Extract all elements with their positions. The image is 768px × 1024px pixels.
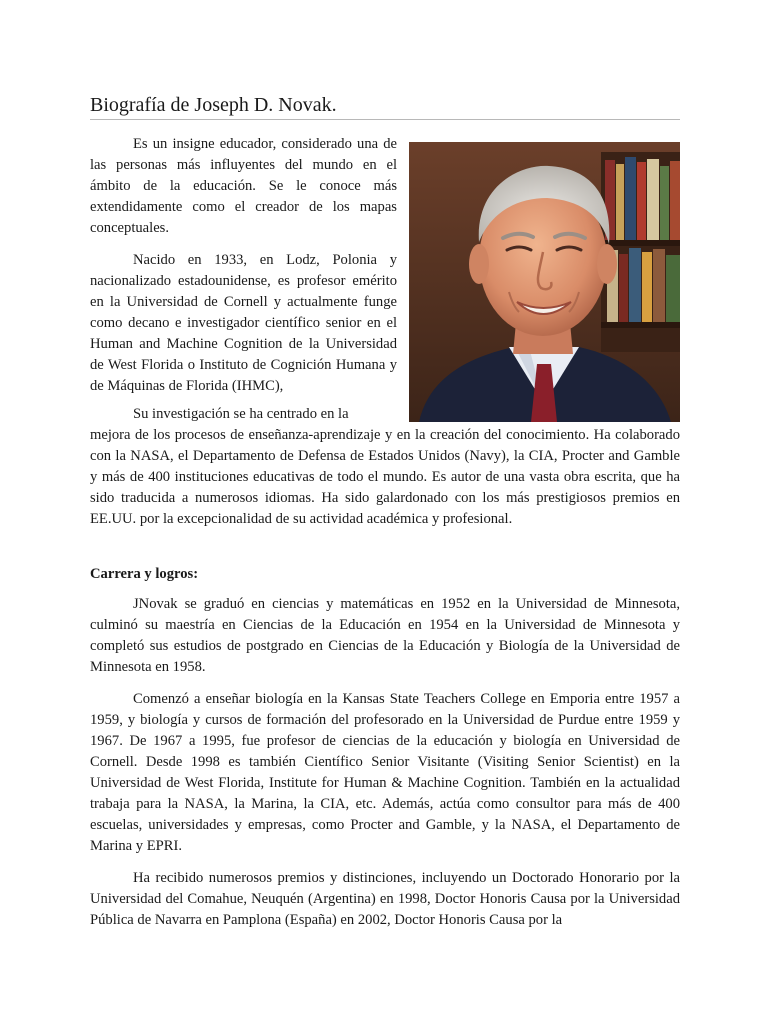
page-title: Biografía de Joseph D. Novak. (90, 94, 337, 116)
career-section (90, 564, 680, 942)
research-paragraph (90, 404, 680, 530)
intro-paragraph-2: Nacido en 1933, en Lodz, Polonia y nacionalizado estadounidense, es profesor emérito en la Universidad de Cornell y actualmente funge como decano e investigador científico senior en el Human and Machine Cognition de la Universidad de West Florida o Instituto de Cognición Humana y de Máquinas de Florida (IHMC), (90, 252, 397, 394)
section-heading: Carrera y logros: (90, 566, 199, 582)
intro-paragraph-1: Es un insigne educador, considerado una de las personas más influyentes del mundo en el ámbito de la educación. Se le conoce más extendidamente como el creador de los mapas conceptuales. (90, 136, 397, 236)
career-paragraph-3: Ha recibido numerosos premios y distinciones, incluyendo un Doctorado Honorario por la Universidad del Comahue, Neuquén (Argentina) en 1998, Doctor Honoris Causa por la Universidad Pública de Navarra en Pamplona (España) en 2002, Doctor Honoris Causa por la (90, 870, 680, 928)
career-paragraph-1: JNovak se graduó en ciencias y matemáticas en 1952 en la Universidad de Minnesota, culminó su maestría en Ciencias de la Educación en 1954 en la Universidad de Minnesota y completó sus estudios de postgrado en Ciencias de la Educación y Biología de la Universidad de Minnesota en 1958. (90, 596, 680, 675)
title-divider (90, 119, 680, 120)
portrait-photo-icon (409, 142, 680, 422)
career-paragraph-2: Comenzó a enseñar biología en la Kansas State Teachers College en Emporia entre 1957 a 1959, y biología y cursos de formación del profesorado en la Universidad de Purdue entre 1959 y 1967. De 1967 a 1995, fue profesor de ciencias de la educación y biología en Universidad de Cornell. Desde 1998 es también Científico Senior Visitante (Visiting Senior Scientist) en la Universidad de West Florida, Institute for Human & Machine Cognition. También en la actualidad trabaja para la NASA, la Marina, la CIA, etc. Además, actúa como consultor para más de 400 escuelas, universidades y empresas, como Procter and Gamble, y la NASA, el Departamento de Marina y EPRI. (90, 691, 680, 854)
intro-column (90, 134, 397, 408)
portrait-photo (409, 142, 680, 422)
document-page (90, 0, 680, 1024)
research-paragraph-rest: mejora de los procesos de enseñanza-aprendizaje y en la creación del conocimiento. Ha colaborado con la NASA, el Departamento de Defensa de Estados Unidos (Navy), la CIA, Procter and Gamble y más de 400 instituciones educativas de todo el mundo. Es autor de una vasta obra escrita, que ha sido traducida a numerosos idiomas. Ha sido galardonado con los más prestigiosos premios en EE.UU. por la excepcionalidad de su actividad académica y profesional. (90, 427, 680, 527)
research-first-line: Su investigación se ha centrado en la (133, 406, 349, 422)
